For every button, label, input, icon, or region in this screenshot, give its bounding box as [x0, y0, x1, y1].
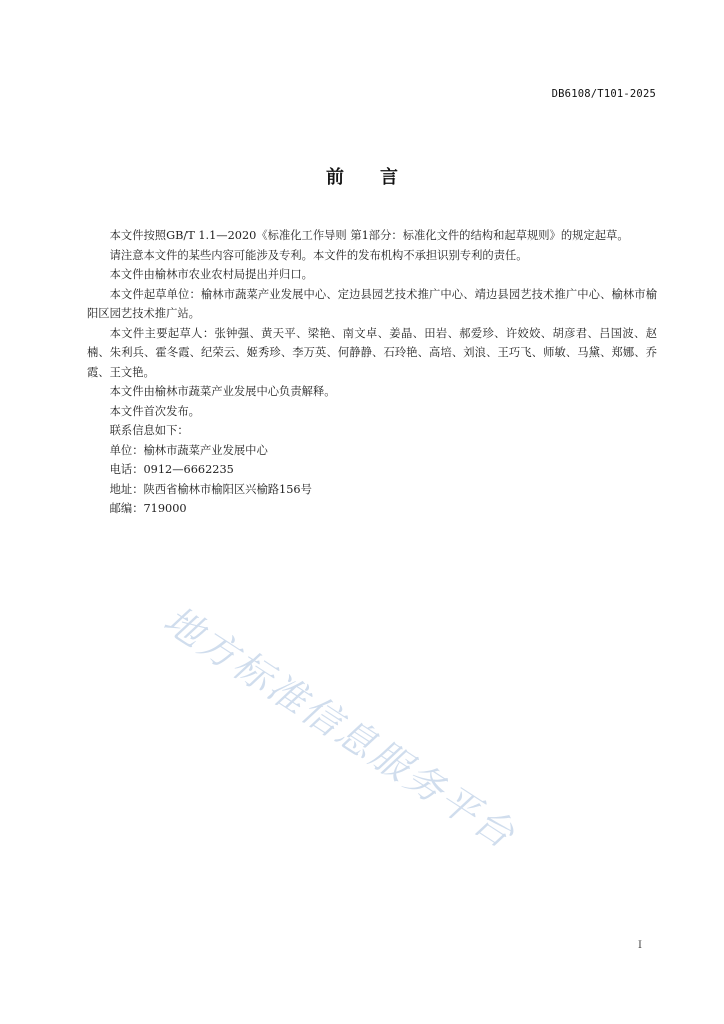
standard-code: DB6108/T101-2025 — [551, 88, 656, 100]
paragraph-contact-heading: 联系信息如下： — [109, 424, 189, 437]
paragraph-drafting-rules: 本文件按照GB/T 1.1—2020《标准化工作导则 第1部分：标准化文件的结构和起草规则》的规定起草。 — [109, 229, 629, 242]
paragraph-first-release: 本文件首次发布。 — [109, 404, 200, 418]
paragraph-interpretation: 本文件由榆林市蔬菜产业发展中心负责解释。 — [109, 385, 336, 398]
contact-address: 地址：陕西省榆林市榆阳区兴榆路156号 — [109, 482, 312, 496]
watermark: 地方标准信息服务平台 — [156, 597, 524, 858]
page-number: I — [638, 940, 642, 951]
contact-phone: 电话：0912—6662235 — [109, 463, 234, 476]
paragraph-drafting-units: 本文件起草单位：榆林市蔬菜产业发展中心、定边县园艺技术推广中心、靖边县园艺技术推广中心、榆林市榆阳区园艺技术推广站。 — [87, 287, 657, 320]
contact-unit: 单位：榆林市蔬菜产业发展中心 — [109, 443, 268, 457]
paragraph-drafters: 本文件主要起草人：张钟强、黄天平、梁艳、南文卓、姜晶、田岩、郝爱珍、许姣姣、胡彦君、吕国波、赵楠、朱利兵、霍冬霞、纪荣云、姬秀珍、李万英、何静静、石玲艳、高培、刘浪、王巧飞、师敏、马黛、郑娜、乔霞、王文艳。 — [87, 326, 657, 379]
paragraph-patent-notice: 请注意本文件的某些内容可能涉及专利。本文件的发布机构不承担识别专利的责任。 — [109, 248, 528, 262]
paragraph-proposer: 本文件由榆林市农业农村局提出并归口。 — [109, 268, 313, 281]
contact-postcode: 邮编：719000 — [109, 502, 187, 515]
foreword-body — [87, 226, 657, 519]
page-title: 前 言 — [326, 167, 398, 188]
